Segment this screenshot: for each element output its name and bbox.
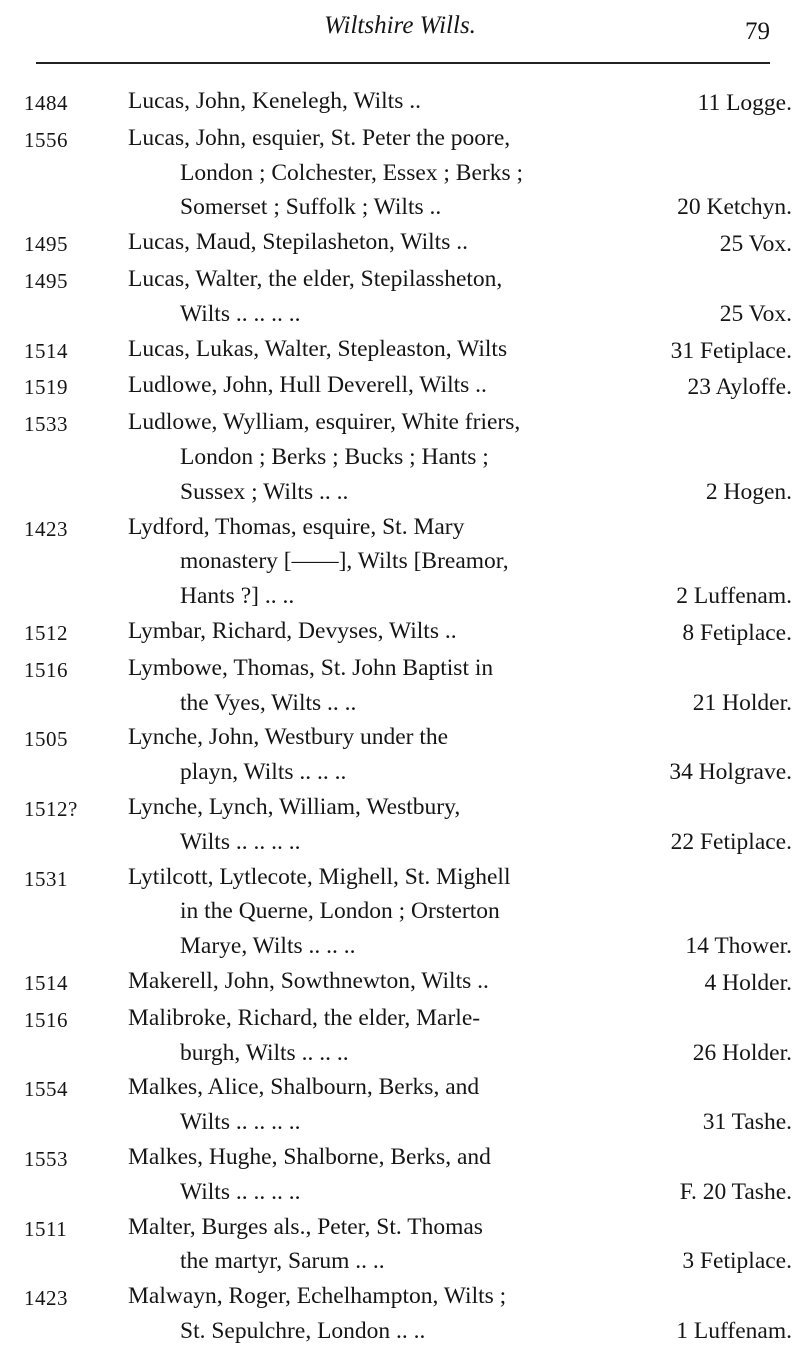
entry-description [128, 368, 608, 405]
entry-text-line: Lucas, Maud, Stepilasheton, Wilts .. [128, 229, 468, 256]
entry-register-reference: 11 Logge. [697, 90, 792, 116]
entry-year: 1554 [24, 1077, 68, 1102]
entry-description [128, 225, 608, 262]
entry-text-line: London ; Colchester, Essex ; Berks ; [180, 159, 524, 186]
entry-text-line: Lucas, John, Kenelegh, Wilts .. [128, 88, 421, 114]
entry-description [128, 790, 608, 860]
will-entry [24, 1140, 800, 1210]
entry-register-reference: 25 Vox. [719, 231, 792, 258]
entry-description [128, 84, 608, 121]
will-entry [24, 510, 800, 614]
will-entry [24, 1070, 800, 1140]
entry-text-line: the martyr, Sarum .. .. [180, 1248, 385, 1275]
entry-year: 1519 [24, 375, 68, 400]
entry-text-line: Malibroke, Richard, the elder, Marle- [128, 1004, 481, 1031]
will-entry [24, 1279, 800, 1349]
entry-text-line: Wilts .. .. .. .. [180, 300, 301, 327]
entry-description [128, 1210, 608, 1280]
entry-description [128, 1140, 608, 1210]
entry-text-line: in the Querne, London ; Orsterton [180, 898, 500, 925]
entry-text-line: Wilts .. .. .. .. [180, 828, 301, 855]
entry-text-line: monastery [——], Wilts [Breamor, [180, 548, 509, 575]
will-entry [24, 860, 800, 964]
entry-text-line: Marye, Wilts .. .. .. [180, 933, 356, 960]
entry-text-line: London ; Berks ; Bucks ; Hants ; [180, 443, 489, 470]
entry-text-line: Sussex ; Wilts .. .. [180, 478, 349, 505]
will-entry [24, 790, 800, 860]
entry-text-line: Somerset ; Suffolk ; Wilts .. [180, 194, 442, 221]
entry-description [128, 860, 608, 964]
will-entry [24, 84, 800, 121]
will-entry [24, 262, 800, 332]
entry-register-reference: 2 Luffenam. [676, 583, 792, 610]
entry-description [128, 121, 608, 225]
entry-text-line: playn, Wilts .. .. .. [180, 759, 347, 786]
header-rule [36, 62, 770, 64]
entry-description [128, 614, 608, 651]
entry-register-reference: 26 Holder. [692, 1039, 792, 1066]
entry-register-reference: 1 Luffenam. [676, 1317, 792, 1344]
entry-text-line: Malkes, Alice, Shalbourn, Berks, and [128, 1074, 480, 1101]
entry-text-line: Wilts .. .. .. .. [180, 1109, 301, 1136]
will-entry [24, 368, 800, 405]
entry-register-reference: 25 Vox. [719, 300, 792, 327]
entry-year: 1423 [24, 516, 68, 541]
entry-text-line: Ludlowe, John, Hull Deverell, Wilts .. [128, 372, 487, 399]
entry-text-line: Lymbar, Richard, Devyses, Wilts .. [128, 617, 457, 644]
entry-text-line: St. Sepulchre, London .. .. [180, 1317, 426, 1344]
will-entries-list [0, 84, 800, 1349]
entry-year: 1514 [24, 970, 68, 995]
will-entry [24, 651, 800, 721]
entry-register-reference: 8 Fetiplace. [682, 619, 792, 646]
entry-description [128, 332, 608, 369]
entry-text-line: Ludlowe, Wylliam, esquirer, White friers, [128, 409, 521, 436]
entry-text-line: Lytilcott, Lytlecote, Mighell, St. Mighell [128, 863, 511, 890]
entry-text-line: Lucas, Lukas, Walter, Stepleaston, Wilts [128, 335, 508, 362]
entry-register-reference: 4 Holder. [704, 969, 792, 996]
will-entry [24, 1001, 800, 1071]
entry-year: 1556 [24, 127, 68, 152]
entry-register-reference: 23 Ayloffe. [687, 374, 792, 401]
entry-description [128, 964, 608, 1001]
entry-text-line: Lynche, John, Westbury under the [128, 724, 449, 751]
entry-description [128, 1279, 608, 1349]
entry-text-line: Lynche, Lynch, William, Westbury, [128, 793, 461, 820]
entry-description [128, 262, 608, 332]
entry-year: 1423 [24, 1286, 68, 1311]
entry-register-reference: F. 20 Tashe. [679, 1178, 792, 1205]
will-entry [24, 332, 800, 369]
will-entry [24, 964, 800, 1001]
entry-register-reference: 2 Hogen. [705, 478, 792, 505]
entry-text-line: Wilts .. .. .. .. [180, 1178, 301, 1205]
entry-register-reference: 3 Fetiplace. [682, 1248, 792, 1275]
will-entry [24, 614, 800, 651]
entry-description [128, 510, 608, 614]
entry-text-line: Malter, Burges als., Peter, St. Thomas [128, 1213, 483, 1240]
entry-register-reference: 31 Fetiplace. [670, 337, 792, 364]
entry-year: 1511 [24, 1216, 68, 1241]
entry-year: 1516 [24, 1007, 68, 1032]
entry-register-reference: 14 Thower. [685, 933, 792, 960]
entry-text-line: Hants ?] .. .. [180, 583, 295, 610]
entry-year: 1505 [24, 727, 68, 752]
entry-year: 1495 [24, 268, 68, 293]
entry-description [128, 1070, 608, 1140]
will-entry [24, 1210, 800, 1280]
entry-register-reference: 34 Holgrave. [669, 759, 792, 786]
entry-register-reference: 31 Tashe. [702, 1109, 792, 1136]
entry-register-reference: 20 Ketchyn. [677, 194, 792, 221]
will-entry [24, 225, 800, 262]
entry-description [128, 720, 608, 790]
entry-text-line: Lydford, Thomas, esquire, St. Mary [128, 513, 465, 540]
will-entry [24, 720, 800, 790]
entry-year: 1514 [24, 338, 68, 363]
entry-year: 1512? [24, 796, 78, 821]
entry-description [128, 651, 608, 721]
entry-text-line: Lucas, Walter, the elder, Stepilassheton, [128, 265, 503, 292]
entry-text-line: Malkes, Hughe, Shalborne, Berks, and [128, 1143, 491, 1170]
will-entry [24, 405, 800, 509]
entry-register-reference: 21 Holder. [692, 689, 792, 716]
page-number: 79 [745, 18, 770, 45]
entry-text-line: Lymbowe, Thomas, St. John Baptist in [128, 654, 494, 681]
entry-text-line: Malwayn, Roger, Echelhampton, Wilts ; [128, 1283, 507, 1310]
entry-year: 1531 [24, 866, 68, 891]
entry-text-line: burgh, Wilts .. .. .. [180, 1039, 349, 1066]
entry-year: 1512 [24, 620, 68, 645]
entry-year: 1484 [24, 91, 68, 115]
entry-description [128, 1001, 608, 1071]
entry-year: 1495 [24, 232, 68, 257]
will-entry [24, 121, 800, 225]
entry-text-line: Makerell, John, Sowthnewton, Wilts .. [128, 967, 489, 994]
entry-year: 1516 [24, 657, 68, 682]
entry-text-line: Lucas, John, esquier, St. Peter the poore, [128, 124, 511, 151]
entry-year: 1553 [24, 1146, 68, 1171]
entry-year: 1533 [24, 412, 68, 437]
entry-register-reference: 22 Fetiplace. [670, 828, 792, 855]
running-title: Wiltshire Wills. [324, 12, 476, 39]
entry-description [128, 405, 608, 509]
entry-text-line: the Vyes, Wilts .. .. [180, 689, 357, 716]
